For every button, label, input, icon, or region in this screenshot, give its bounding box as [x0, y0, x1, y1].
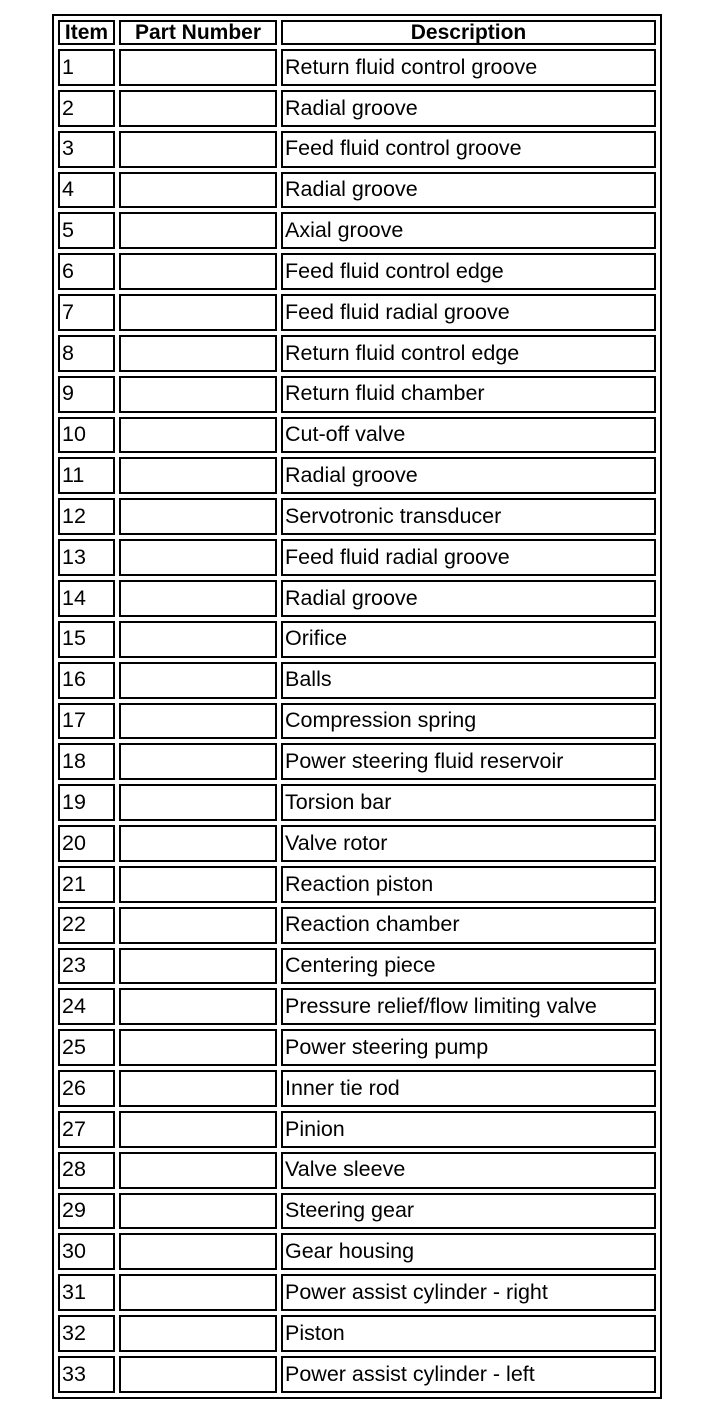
cell-part-number — [119, 580, 277, 617]
cell-item: 29 — [58, 1193, 115, 1230]
table-row — [58, 212, 656, 249]
cell-part-number — [119, 948, 277, 985]
table-row — [58, 90, 656, 127]
table-row — [58, 784, 656, 821]
table-row — [58, 376, 656, 413]
table-row — [58, 703, 656, 740]
table-row — [58, 621, 656, 658]
cell-part-number — [119, 907, 277, 944]
cell-description: Orifice — [281, 621, 656, 658]
cell-part-number — [119, 253, 277, 290]
cell-part-number — [119, 1193, 277, 1230]
cell-description: Power assist cylinder - right — [281, 1274, 656, 1311]
cell-part-number — [119, 743, 277, 780]
cell-item: 2 — [58, 90, 115, 127]
cell-part-number — [119, 988, 277, 1025]
cell-part-number — [119, 49, 277, 86]
cell-part-number — [119, 376, 277, 413]
cell-part-number — [119, 417, 277, 454]
cell-description: Inner tie rod — [281, 1070, 656, 1107]
table-row — [58, 457, 656, 494]
cell-item: 6 — [58, 253, 115, 290]
table-row — [58, 539, 656, 576]
cell-description: Return fluid control edge — [281, 335, 656, 372]
cell-item: 20 — [58, 825, 115, 862]
cell-item: 26 — [58, 1070, 115, 1107]
parts-table — [54, 16, 660, 1397]
cell-description: Radial groove — [281, 90, 656, 127]
cell-part-number — [119, 1233, 277, 1270]
cell-part-number — [119, 539, 277, 576]
cell-description: Torsion bar — [281, 784, 656, 821]
table-row — [58, 866, 656, 903]
cell-description: Feed fluid radial groove — [281, 539, 656, 576]
cell-description: Radial groove — [281, 580, 656, 617]
cell-item: 21 — [58, 866, 115, 903]
cell-item: 32 — [58, 1315, 115, 1352]
cell-description: Power assist cylinder - left — [281, 1356, 656, 1393]
cell-item: 27 — [58, 1111, 115, 1148]
cell-description: Steering gear — [281, 1193, 656, 1230]
table-row — [58, 1152, 656, 1189]
table-row — [58, 1315, 656, 1352]
table-row — [58, 294, 656, 331]
cell-part-number — [119, 294, 277, 331]
cell-description: Compression spring — [281, 703, 656, 740]
cell-item: 15 — [58, 621, 115, 658]
table-row — [58, 335, 656, 372]
cell-item: 23 — [58, 948, 115, 985]
cell-part-number — [119, 172, 277, 209]
cell-item: 14 — [58, 580, 115, 617]
cell-item: 7 — [58, 294, 115, 331]
table-row — [58, 580, 656, 617]
table-row — [58, 825, 656, 862]
cell-part-number — [119, 335, 277, 372]
cell-part-number — [119, 1274, 277, 1311]
cell-item: 16 — [58, 662, 115, 699]
cell-item: 19 — [58, 784, 115, 821]
cell-part-number — [119, 1315, 277, 1352]
cell-item: 18 — [58, 743, 115, 780]
parts-table-frame — [52, 14, 662, 1399]
table-row — [58, 662, 656, 699]
cell-description: Return fluid control groove — [281, 49, 656, 86]
table-row — [58, 1070, 656, 1107]
table-row — [58, 988, 656, 1025]
cell-item: 8 — [58, 335, 115, 372]
cell-item: 22 — [58, 907, 115, 944]
table-row — [58, 1233, 656, 1270]
cell-part-number — [119, 784, 277, 821]
cell-part-number — [119, 1356, 277, 1393]
table-row — [58, 417, 656, 454]
cell-description: Return fluid chamber — [281, 376, 656, 413]
table-row — [58, 131, 656, 168]
cell-part-number — [119, 457, 277, 494]
cell-item: 11 — [58, 457, 115, 494]
column-header-item: Item — [58, 20, 115, 45]
cell-item: 31 — [58, 1274, 115, 1311]
table-row — [58, 1356, 656, 1393]
table-row — [58, 49, 656, 86]
cell-description: Balls — [281, 662, 656, 699]
cell-description: Power steering pump — [281, 1029, 656, 1066]
cell-description: Cut-off valve — [281, 417, 656, 454]
cell-description: Servotronic transducer — [281, 498, 656, 535]
cell-part-number — [119, 212, 277, 249]
cell-item: 33 — [58, 1356, 115, 1393]
table-row — [58, 1029, 656, 1066]
cell-description: Radial groove — [281, 172, 656, 209]
table-row — [58, 172, 656, 209]
cell-description: Feed fluid control groove — [281, 131, 656, 168]
table-row — [58, 253, 656, 290]
column-header-description: Description — [281, 20, 656, 45]
cell-description: Centering piece — [281, 948, 656, 985]
cell-item: 5 — [58, 212, 115, 249]
table-row — [58, 1274, 656, 1311]
cell-item: 4 — [58, 172, 115, 209]
cell-part-number — [119, 866, 277, 903]
cell-part-number — [119, 1029, 277, 1066]
table-row — [58, 1111, 656, 1148]
table-row — [58, 907, 656, 944]
cell-item: 30 — [58, 1233, 115, 1270]
cell-description: Feed fluid control edge — [281, 253, 656, 290]
cell-item: 24 — [58, 988, 115, 1025]
cell-part-number — [119, 825, 277, 862]
cell-item: 12 — [58, 498, 115, 535]
table-row — [58, 948, 656, 985]
cell-item: 25 — [58, 1029, 115, 1066]
cell-description: Gear housing — [281, 1233, 656, 1270]
cell-part-number — [119, 131, 277, 168]
cell-description: Radial groove — [281, 457, 656, 494]
cell-item: 3 — [58, 131, 115, 168]
cell-part-number — [119, 662, 277, 699]
cell-part-number — [119, 1152, 277, 1189]
cell-description: Reaction chamber — [281, 907, 656, 944]
cell-item: 1 — [58, 49, 115, 86]
table-row — [58, 498, 656, 535]
cell-description: Valve sleeve — [281, 1152, 656, 1189]
cell-description: Piston — [281, 1315, 656, 1352]
cell-item: 9 — [58, 376, 115, 413]
cell-description: Reaction piston — [281, 866, 656, 903]
cell-part-number — [119, 1111, 277, 1148]
cell-description: Valve rotor — [281, 825, 656, 862]
cell-description: Feed fluid radial groove — [281, 294, 656, 331]
cell-part-number — [119, 90, 277, 127]
cell-item: 10 — [58, 417, 115, 454]
cell-part-number — [119, 498, 277, 535]
table-header-row — [58, 20, 656, 45]
cell-item: 13 — [58, 539, 115, 576]
cell-description: Power steering fluid reservoir — [281, 743, 656, 780]
cell-item: 17 — [58, 703, 115, 740]
cell-item: 28 — [58, 1152, 115, 1189]
cell-part-number — [119, 621, 277, 658]
cell-part-number — [119, 1070, 277, 1107]
column-header-part-number: Part Number — [119, 20, 277, 45]
cell-part-number — [119, 703, 277, 740]
cell-description: Pinion — [281, 1111, 656, 1148]
cell-description: Pressure relief/flow limiting valve — [281, 988, 656, 1025]
cell-description: Axial groove — [281, 212, 656, 249]
table-row — [58, 743, 656, 780]
table-row — [58, 1193, 656, 1230]
